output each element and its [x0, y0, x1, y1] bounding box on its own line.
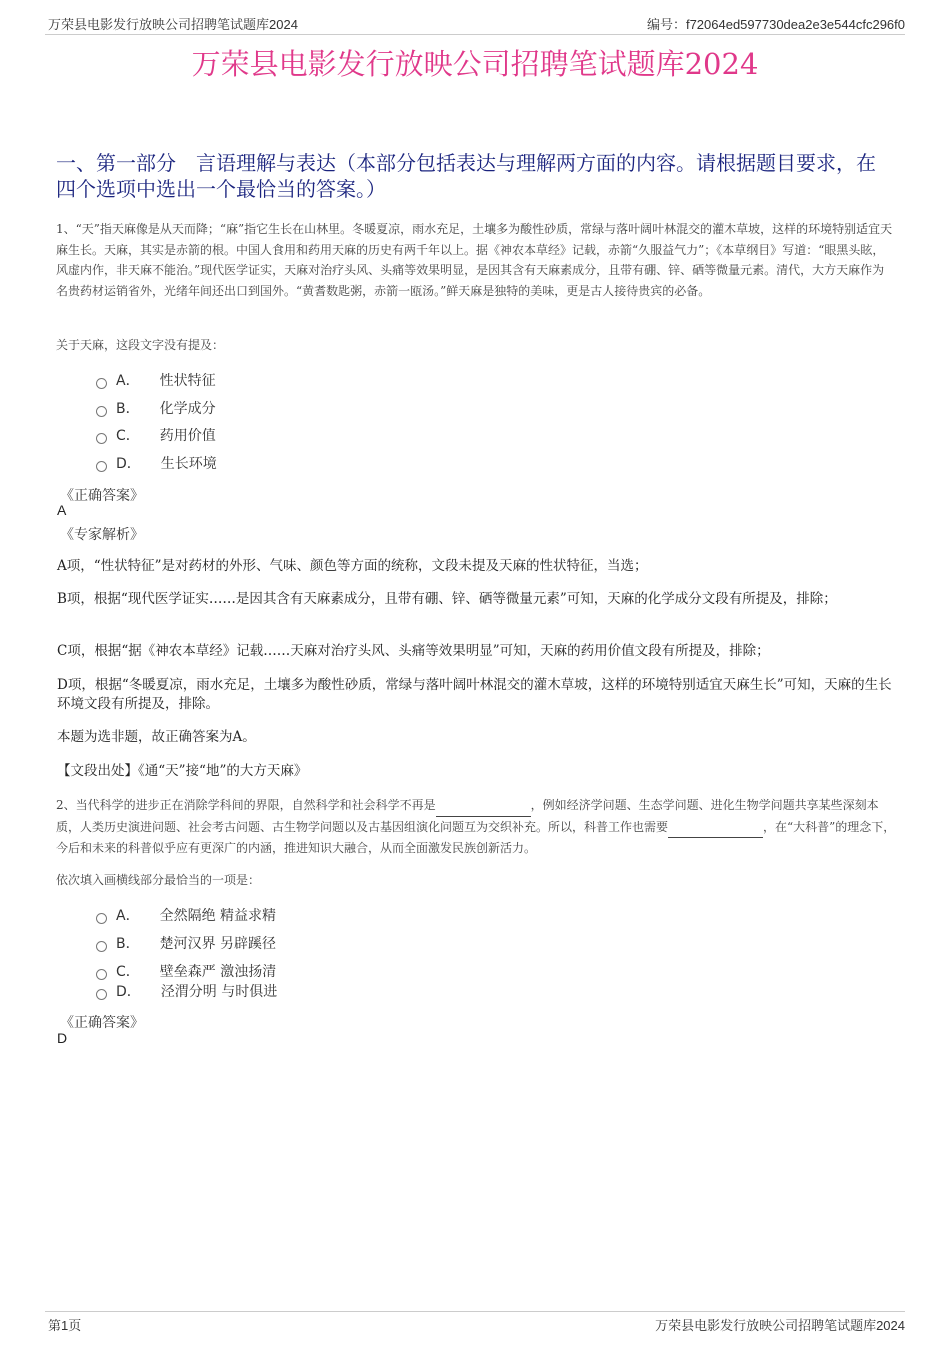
option-letter: A． [116, 908, 140, 924]
option-letter: D． [116, 456, 141, 472]
option-letter: B． [116, 401, 140, 417]
option-letter: C． [116, 964, 140, 980]
q2-text-b: ，例如经济学问题、生态学问题、进化生物学问题共享某些深刻本质，人类历史演进问题、社会考古问题、古生物学问题以及古基因组演化问题互为交织补充。所以，科普工作也需要 [56, 798, 879, 834]
q2-text-a: 2、当代科学的进步正在消除学科间的界限，自然科学和社会科学不再是 [56, 798, 436, 812]
option-text: 生长环境 [160, 456, 217, 472]
q1-analysis-label: 《专家解析》 [60, 527, 144, 543]
q2-text-c: ，在“大科普”的理念下，今后和未来的科普似乎应有更深广的内涵，推进知识大融合，从而全面激发民族创新活力。 [56, 819, 896, 855]
page-title: 万荣县电影发行放映公司招聘笔试题库2024 [191, 47, 759, 81]
q2-answer-label: 《正确答案》 [60, 1015, 144, 1031]
option-text: 药用价值 [159, 428, 216, 444]
q1-option-d[interactable] [96, 453, 217, 473]
q2-blank-1 [436, 795, 531, 817]
analysis-conclusion: 本题为选非题，故正确答案为A。 [57, 729, 256, 745]
q1-answer: A [57, 502, 67, 518]
analysis-a: A项，“性状特征”是对药材的外形、气味、颜色等方面的统称，文段未提及天麻的性状特征，当选； [57, 558, 648, 574]
q2-option-a[interactable] [96, 905, 276, 925]
q2-option-b[interactable] [96, 933, 276, 953]
q1-answer-label: 《正确答案》 [60, 488, 144, 504]
question-2-prompt: 依次填入画横线部分最恰当的一项是： [56, 873, 261, 887]
q2-option-d[interactable] [96, 981, 277, 1001]
option-text: 性状特征 [159, 373, 216, 389]
option-text: 泾渭分明 与时俱进 [160, 984, 278, 1000]
source-note: 【文段出处】《通“天”接“地”的大方天麻》 [57, 763, 308, 779]
question-2-text [56, 795, 896, 859]
radio-icon[interactable] [96, 461, 107, 472]
footer-divider [45, 1311, 905, 1312]
option-letter: C． [116, 428, 140, 444]
q2-blank-2 [668, 817, 763, 839]
q1-option-a[interactable] [96, 370, 216, 390]
radio-icon[interactable] [96, 989, 107, 1000]
radio-icon[interactable] [96, 913, 107, 924]
analysis-d: D项，根据“冬暖夏凉，雨水充足，土壤多为酸性砂质，常绿与落叶阔叶林混交的灌木草坡，这样的环境特别适宜天麻生长”可知，天麻的生长环境文段有所提及，排除。 [57, 677, 892, 712]
analysis-c: C项，根据“据《神农本草经》记载……天麻对治疗头风、头痛等效果明显”可知，天麻的药用价值文段有所提及，排除； [57, 643, 770, 659]
q1-option-b[interactable] [96, 398, 216, 418]
option-text: 壁垒森严 激浊扬清 [159, 964, 277, 980]
header-divider [45, 34, 905, 35]
header-left: 万荣县电影发行放映公司招聘笔试题库2024 [48, 17, 298, 32]
question-1-text: 1、“天”指天麻像是从天而降；“麻”指它生长在山林里。冬暖夏凉，雨水充足，土壤多为酸性砂质，常绿与落叶阔叶林混交的灌木草坡，这样的环境特别适宜天麻生长。天麻，其实是赤箭的根。中国人食用和药用天麻的历史有两千年以上。据《神农本草经》记载，赤箭“久服益气力”；《本草纲目》写道：“眼黑头眩，风虚内作，非天麻不能治。”现代医学证实，天麻对治疗头风、头痛等效果明显，是因其含有天麻素成分，且带有硼、锌、硒等微量元素。清代，大方天麻作为名贵药材运销省外，光绪年间还出口到国外。“黄耆数匙粥，赤箭一瓯汤。”鲜天麻是独特的美味，更是古人接待贵宾的必备。 [56, 222, 893, 298]
page-number: 第1页 [48, 1318, 82, 1333]
analysis-b: B项，根据“现代医学证实……是因其含有天麻素成分，且带有硼、锌、硒等微量元素”可知，天麻的化学成分文段有所提及，排除； [57, 591, 837, 607]
footer-title: 万荣县电影发行放映公司招聘笔试题库2024 [655, 1318, 905, 1333]
option-text: 全然隔绝 精益求精 [159, 908, 277, 924]
document-id: 编号：f72064ed597730dea2e3e544cfc296f0 [646, 17, 905, 32]
radio-icon[interactable] [96, 406, 107, 417]
radio-icon[interactable] [96, 378, 107, 389]
q2-option-c[interactable] [96, 961, 276, 981]
section-heading: 一、第一部分 言语理解与表达（本部分包括表达与理解两方面的内容。请根据题目要求，在四个选项中选出一个最恰当的答案。） [56, 151, 876, 201]
radio-icon[interactable] [96, 941, 107, 952]
option-letter: B． [116, 936, 140, 952]
option-text: 楚河汉界 另辟蹊径 [159, 936, 277, 952]
radio-icon[interactable] [96, 433, 107, 444]
question-1-prompt: 关于天麻，这段文字没有提及： [56, 338, 225, 352]
option-text: 化学成分 [159, 401, 216, 417]
q2-answer: D [57, 1030, 68, 1046]
option-letter: D． [116, 984, 141, 1000]
radio-icon[interactable] [96, 969, 107, 980]
q1-option-c[interactable] [96, 425, 216, 445]
option-letter: A． [116, 373, 140, 389]
